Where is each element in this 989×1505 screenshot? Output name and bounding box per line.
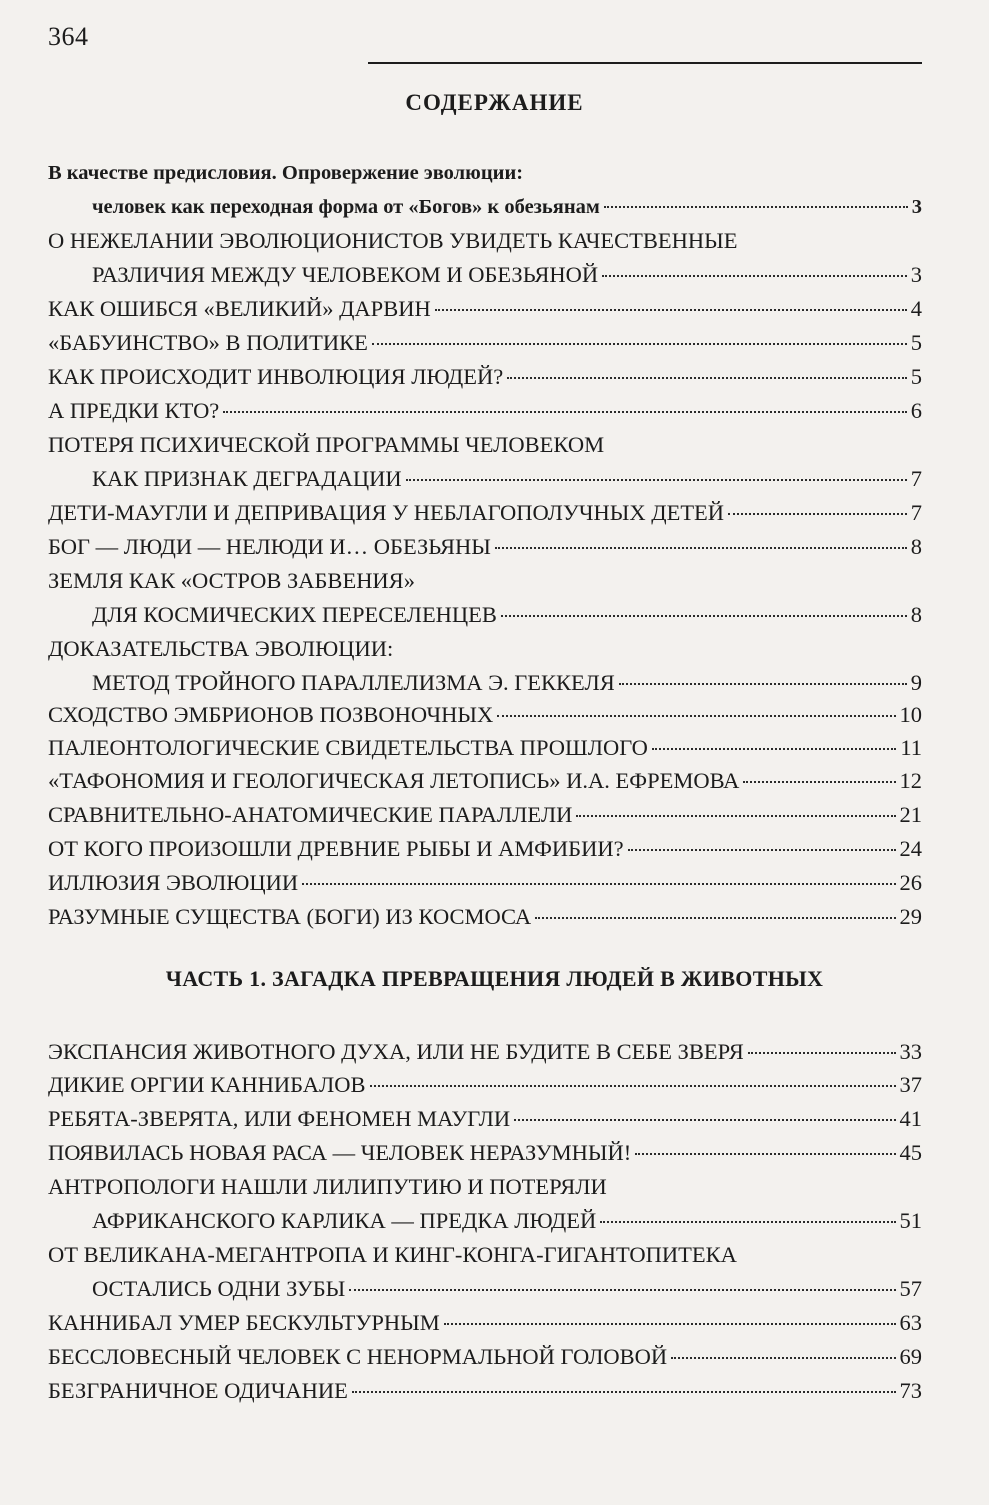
toc-page-ref: 3 — [911, 196, 922, 218]
toc-entry — [48, 360, 922, 394]
toc-entry-title-continued: МЕТОД ТРОЙНОГО ПАРАЛЛЕЛИЗМА Э. ГЕККЕЛЯ — [92, 670, 615, 695]
toc-page-ref: 10 — [899, 702, 922, 727]
dot-leader — [495, 547, 907, 549]
toc-entry-title-continued: ОСТАЛИСЬ ОДНИ ЗУБЫ — [92, 1276, 346, 1301]
dot-leader — [507, 377, 907, 379]
toc-entry — [48, 1170, 922, 1238]
dot-leader — [604, 206, 908, 208]
toc-entry-title: СХОДСТВО ЭМБРИОНОВ ПОЗВОНОЧНЫХ — [48, 702, 494, 727]
toc-entry-title: ДИКИЕ ОРГИИ КАННИБАЛОВ — [48, 1072, 366, 1097]
toc-entry-title: ЭКСПАНСИЯ ЖИВОТНОГО ДУХА, ИЛИ НЕ БУДИТЕ В СЕБЕ ЗВЕРЯ — [48, 1039, 744, 1064]
toc-page-ref: 26 — [899, 870, 922, 895]
dot-leader — [497, 715, 895, 717]
toc-page-ref: 8 — [910, 534, 922, 559]
toc-page-ref: 41 — [899, 1106, 922, 1131]
toc-entry — [48, 798, 922, 832]
dot-leader — [352, 1391, 896, 1393]
dot-leader — [406, 479, 907, 481]
toc-page-ref: 37 — [899, 1072, 922, 1097]
toc-entry-title: СРАВНИТЕЛЬНО-АНАТОМИЧЕСКИЕ ПАРАЛЛЕЛИ — [48, 802, 573, 827]
dot-leader — [435, 309, 907, 311]
toc-page-ref: 11 — [900, 735, 922, 760]
dot-leader — [223, 411, 906, 413]
toc-entry-title: РЕБЯТА-ЗВЕРЯТА, ИЛИ ФЕНОМЕН МАУГЛИ — [48, 1106, 511, 1131]
toc-page-ref: 4 — [910, 296, 922, 321]
toc-entry-preface — [48, 156, 922, 224]
toc-entry — [48, 428, 922, 496]
toc-entry-title: ИЛЛЮЗИЯ ЭВОЛЮЦИИ — [48, 870, 299, 895]
toc-entry — [48, 1136, 922, 1170]
dot-leader — [600, 1221, 895, 1223]
toc-entry-title: «ТАФОНОМИЯ И ГЕОЛОГИЧЕСКАЯ ЛЕТОПИСЬ» И.А. ЕФРЕМОВА — [48, 768, 740, 793]
toc-entry-title: КАННИБАЛ УМЕР БЕСКУЛЬТУРНЫМ — [48, 1310, 440, 1335]
toc-page-ref: 63 — [899, 1310, 922, 1335]
toc-entry — [48, 1068, 922, 1102]
toc-page-ref: 73 — [899, 1378, 922, 1403]
toc-entry-title: КАК ОШИБСЯ «ВЕЛИКИЙ» ДАРВИН — [48, 296, 431, 321]
dot-leader — [349, 1289, 895, 1291]
toc-page-ref: 12 — [899, 768, 922, 793]
toc-entry-title-continued: ДЛЯ КОСМИЧЕСКИХ ПЕРЕСЕЛЕНЦЕВ — [92, 602, 497, 627]
toc-entry-title: АНТРОПОЛОГИ НАШЛИ ЛИЛИПУТИЮ И ПОТЕРЯЛИ — [48, 1174, 607, 1199]
dot-leader — [444, 1323, 896, 1325]
toc-entry — [48, 866, 922, 900]
toc-entry-title: ОТ ВЕЛИКАНА-МЕГАНТРОПА И КИНГ-КОНГА-ГИГАНТОПИТЕКА — [48, 1242, 737, 1267]
toc-entry-title: БОГ — ЛЮДИ — НЕЛЮДИ И… ОБЕЗЬЯНЫ — [48, 534, 491, 559]
toc-page-ref: 29 — [899, 904, 922, 929]
toc-entry — [48, 326, 922, 360]
toc-entry — [48, 900, 922, 934]
dot-leader — [535, 917, 895, 919]
toc-page-ref: 33 — [899, 1039, 922, 1064]
toc-page-ref: 21 — [899, 802, 922, 827]
toc-entry — [48, 731, 922, 765]
toc-entry-title: ПОЯВИЛАСЬ НОВАЯ РАСА — ЧЕЛОВЕК НЕРАЗУМНЫЙ! — [48, 1140, 632, 1165]
dot-leader — [602, 275, 907, 277]
toc-entry — [48, 1306, 922, 1340]
toc-entry-title: ДЕТИ-МАУГЛИ И ДЕПРИВАЦИЯ У НЕБЛАГОПОЛУЧНЫХ ДЕТЕЙ — [48, 500, 725, 525]
toc-entry-title: ПОТЕРЯ ПСИХИЧЕСКОЙ ПРОГРАММЫ ЧЕЛОВЕКОМ — [48, 432, 605, 457]
toc-entry — [48, 764, 922, 798]
toc-entry-title: «БАБУИНСТВО» В ПОЛИТИКЕ — [48, 330, 368, 355]
toc-entry — [48, 1102, 922, 1136]
toc-entry-title: В качестве предисловия. Опровержение эволюции: — [48, 162, 524, 184]
toc-entry-title-continued: человек как переходная форма от «Богов» к обезьянам — [92, 196, 600, 218]
toc-entry-title: БЕЗГРАНИЧНОЕ ОДИЧАНИЕ — [48, 1378, 348, 1403]
toc-page-ref: 24 — [899, 836, 922, 861]
toc-entry-title: КАК ПРОИСХОДИТ ИНВОЛЮЦИЯ ЛЮДЕЙ? — [48, 364, 504, 389]
toc-page-ref: 7 — [910, 466, 922, 491]
toc-entry-title: А ПРЕДКИ КТО? — [48, 398, 220, 423]
toc-entry-title: О НЕЖЕЛАНИИ ЭВОЛЮЦИОНИСТОВ УВИДЕТЬ КАЧЕСТВЕННЫЕ — [48, 228, 738, 253]
toc-entry-title: БЕССЛОВЕСНЫЙ ЧЕЛОВЕК С НЕНОРМАЛЬНОЙ ГОЛОВОЙ — [48, 1344, 668, 1369]
toc-entry — [48, 1340, 922, 1374]
toc-entry — [48, 1238, 922, 1306]
part-title: ЧАСТЬ 1. ЗАГАДКА ПРЕВРАЩЕНИЯ ЛЮДЕЙ В ЖИВОТНЫХ — [165, 966, 824, 991]
dot-leader — [652, 748, 896, 750]
toc-entry — [48, 832, 922, 866]
toc-entry-title: ДОКАЗАТЕЛЬСТВА ЭВОЛЮЦИИ: — [48, 636, 394, 661]
toc-entry-title: РАЗУМНЫЕ СУЩЕСТВА (БОГИ) ИЗ КОСМОСА — [48, 904, 532, 929]
toc-page-ref: 6 — [910, 398, 922, 423]
toc-entry-title-continued: АФРИКАНСКОГО КАРЛИКА — ПРЕДКА ЛЮДЕЙ — [92, 1208, 597, 1233]
toc-page-ref: 5 — [910, 364, 922, 389]
dot-leader — [635, 1153, 895, 1155]
toc-entry — [48, 564, 922, 632]
toc-page-ref: 45 — [899, 1140, 922, 1165]
toc-entry-title-continued: КАК ПРИЗНАК ДЕГРАДАЦИИ — [92, 466, 402, 491]
dot-leader — [372, 343, 907, 345]
dot-leader — [514, 1119, 895, 1121]
toc-entry — [48, 1035, 922, 1069]
dot-leader — [748, 1052, 896, 1054]
toc-entry — [48, 1374, 922, 1408]
toc-page-ref: 9 — [910, 670, 922, 695]
dot-leader — [628, 849, 896, 851]
toc-entry — [48, 632, 922, 700]
toc-title: СОДЕРЖАНИЕ — [405, 90, 584, 115]
toc-entry-title: ЗЕМЛЯ КАК «ОСТРОВ ЗАБВЕНИЯ» — [48, 568, 415, 593]
toc-entry-title: ОТ КОГО ПРОИЗОШЛИ ДРЕВНИЕ РЫБЫ И АМФИБИИ? — [48, 836, 624, 861]
toc-page-ref: 57 — [899, 1276, 922, 1301]
toc-page-ref: 7 — [910, 500, 922, 525]
dot-leader — [728, 513, 907, 515]
dot-leader — [576, 815, 895, 817]
dot-leader — [501, 615, 907, 617]
dot-leader — [671, 1357, 895, 1359]
toc-page-ref: 69 — [899, 1344, 922, 1369]
dot-leader — [743, 781, 895, 783]
header-rule — [368, 62, 922, 64]
toc-entry — [48, 394, 922, 428]
toc-entry — [48, 530, 922, 564]
toc-entry — [48, 224, 922, 292]
toc-entry-title-continued: РАЗЛИЧИЯ МЕЖДУ ЧЕЛОВЕКОМ И ОБЕЗЬЯНОЙ — [92, 262, 599, 287]
toc-page-ref: 5 — [910, 330, 922, 355]
page-number: 364 — [48, 22, 89, 51]
dot-leader — [370, 1085, 896, 1087]
dot-leader — [302, 883, 895, 885]
toc-entry — [48, 292, 922, 326]
toc-entry — [48, 698, 922, 732]
dot-leader — [619, 683, 907, 685]
toc-page-ref: 51 — [899, 1208, 922, 1233]
toc-entry-title: ПАЛЕОНТОЛОГИЧЕСКИЕ СВИДЕТЕЛЬСТВА ПРОШЛОГО — [48, 735, 648, 760]
toc-page-ref: 8 — [910, 602, 922, 627]
toc-page-ref: 3 — [910, 262, 922, 287]
toc-entry — [48, 496, 922, 530]
